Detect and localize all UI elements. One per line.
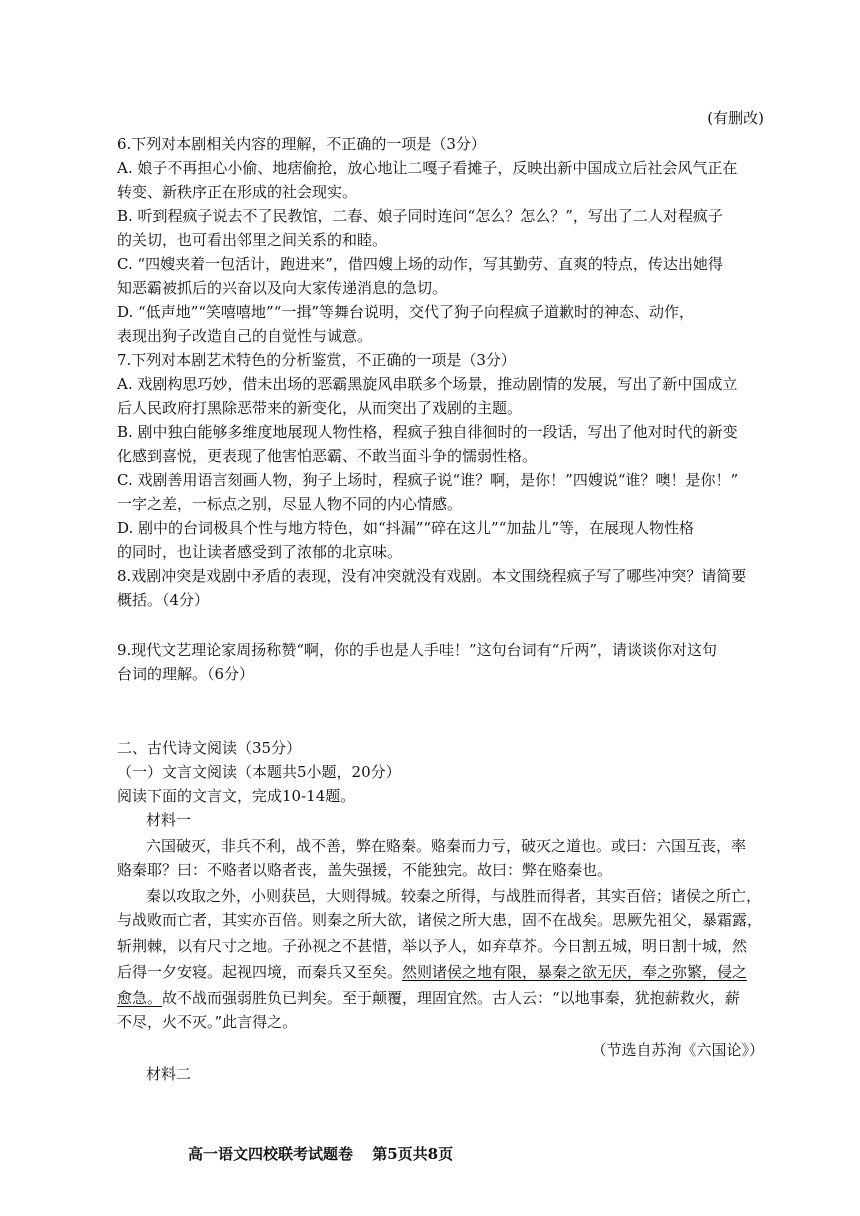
- question-8-cont: 概括。（4分）: [117, 591, 210, 609]
- passage-line-with-underline: [117, 962, 773, 982]
- passage-line-with-underline: [117, 988, 773, 1008]
- page-footer: [188, 1143, 467, 1164]
- q7-option-b-cont: 化感到喜悦，更表现了他害怕恶霸、不敢当面斗争的懦弱性格。: [117, 447, 538, 465]
- q6-option-a-cont: 转变、新秩序正在形成的社会现实。: [117, 183, 358, 201]
- underlined-sentence-end: 愈急。: [117, 989, 163, 1007]
- q6-option-c-cont: 知恶霸被抓后的兴奋以及向大家传递消息的急切。: [117, 279, 448, 297]
- underlined-sentence: 然则诸侯之地有限，暴秦之欲无厌，奉之弥繁，侵之: [402, 963, 748, 981]
- q7-option-c-cont: 一字之差，一标点之别，尽显人物不同的内心情感。: [117, 495, 463, 513]
- question-7-stem: 7.下列对本剧艺术特色的分析鉴赏，不正确的一项是（3分）: [117, 351, 516, 369]
- passage-line: 六国破灭，非兵不利，战不善，弊在赂秦。赂秦而力亏，破灭之道也。或曰：六国互丧，率: [146, 837, 747, 855]
- q7-option-a: A. 戏剧构思巧妙，借未出场的恶霸黑旋风串联多个场景，推动剧情的发展，写出了新中国成立: [117, 375, 738, 393]
- q6-option-d: D. “低声地”“笑嘻嘻地”“一揖”等舞台说明，交代了狗子向程疯子道歉时的神态、动作，: [117, 303, 695, 321]
- q7-option-d: D. 剧中的台词极具个性与地方特色，如“抖漏”“碎在这儿”“加盐儿”等，在展现人物性格: [117, 519, 695, 537]
- question-6-stem: 6.下列对本剧相关内容的理解，不正确的一项是（3分）: [117, 135, 486, 153]
- q6-option-c: C. “四嫂夹着一包活计，跑进来”，借四嫂上场的动作，写其勤劳、直爽的特点，传达出她得: [117, 255, 723, 273]
- question-9: 9.现代文艺理论家周扬称赞“啊，你的手也是人手哇！”这句台词有“斤两”，请谈谈你对这句: [117, 641, 717, 659]
- passage-line: 赂秦耶？曰：不赂者以赂者丧，盖失强援，不能独完。故曰：弊在赂秦也。: [117, 861, 613, 879]
- footer-title: 高一语文四校联考试题卷: [188, 1145, 354, 1163]
- passage-source: （节选自苏洵《六国论》）: [591, 1041, 764, 1059]
- section-title: 二、古代诗文阅读（35分）: [117, 739, 302, 757]
- reading-instruction: 阅读下面的文言文，完成10-14题。: [117, 787, 356, 805]
- question-9-cont: 台词的理解。（6分）: [117, 665, 255, 683]
- q6-option-a: A. 娘子不再担心小偷、地痞偷抢，放心地让二嘎子看摊子，反映出新中国成立后社会风气正在: [117, 159, 738, 177]
- q6-option-b: B. 听到程疯子说去不了民教馆，二春、娘子同时连问“怎么？怎么？”，写出了二人对程疯子: [117, 207, 723, 225]
- q7-option-b: B. 剧中独白能够多维度地展现人物性格，程疯子独自徘徊时的一段话，写出了他对时代的新变: [117, 423, 738, 441]
- q7-option-a-cont: 后人民政府打黑除恶带来的新变化，从而突出了戏剧的主题。: [117, 399, 523, 417]
- material-one-label: 材料一: [146, 811, 192, 829]
- question-8: 8.戏剧冲突是戏剧中矛盾的表现，没有冲突就没有戏剧。本文围绕程疯子写了哪些冲突？请简要: [117, 567, 747, 585]
- passage-text: 故不战而强弱胜负已判矣。至于颠覆，理固宜然。古人云：“以地事秦，犹抱薪救火，薪: [162, 989, 740, 1007]
- q6-option-d-cont: 表现出狗子改造自己的自觉性与诚意。: [117, 327, 373, 345]
- passage-text: 后得一夕安寝。起视四境，而秦兵又至矣。: [117, 963, 403, 981]
- source-note: (有删改): [707, 109, 764, 127]
- q6-option-b-cont: 的关切，也可看出邻里之间关系的和睦。: [117, 231, 388, 249]
- footer-page-number: 第5页共8页: [372, 1145, 454, 1163]
- q7-option-c: C. 戏剧善用语言刻画人物，狗子上场时，程疯子说“谁？啊，是你！”四嫂说“谁？噢！是你！”: [117, 471, 739, 489]
- material-two-label: 材料二: [146, 1065, 192, 1083]
- subsection-title: （一）文言文阅读（本题共5小题，20分）: [117, 763, 401, 781]
- passage-line: 不尽，火不灭。”此言得之。: [117, 1013, 298, 1031]
- passage-line: 与战败而亡者，其实亦百倍。则秦之所大欲，诸侯之所大患，固不在战矣。思厥先祖父，暴霜露，: [117, 911, 763, 929]
- q7-option-d-cont: 的同时，也让读者感受到了浓郁的北京味。: [117, 543, 403, 561]
- passage-line: 秦以攻取之外，小则获邑，大则得城。较秦之所得，与战胜而得者，其实百倍；诸侯之所亡，: [146, 887, 762, 905]
- passage-line: 斩荆棘，以有尺寸之地。子孙视之不甚惜，举以予人，如弃草芥。今日割五城，明日割十城，然: [117, 937, 748, 955]
